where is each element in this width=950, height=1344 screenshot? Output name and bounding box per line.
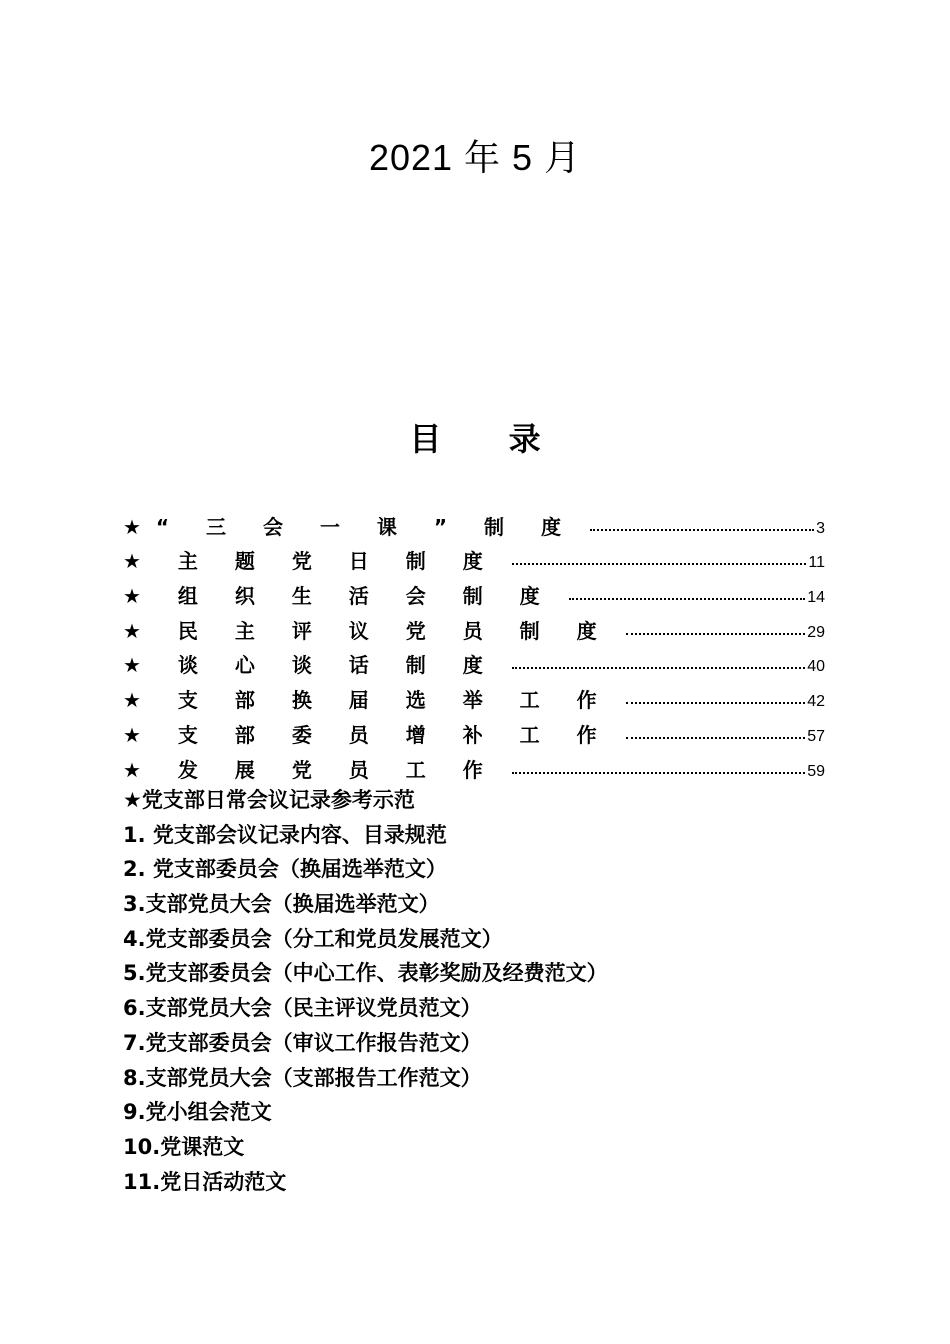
list-item[interactable]: 6.支部党员大会（民主评议党员范文）: [123, 996, 482, 1021]
toc-entry[interactable]: [123, 574, 825, 609]
dot-leader: [512, 563, 807, 565]
list-item[interactable]: 2. 党支部委员会（换届选举范文）: [123, 857, 447, 882]
dot-leader: [569, 598, 806, 600]
toc-entry[interactable]: [123, 505, 825, 540]
toc-title: 目 录: [409, 420, 569, 458]
toc-entry-label: ★ 支 部 换 届 选 举 工 作: [123, 688, 612, 713]
toc-entry-page: 40: [807, 658, 825, 676]
toc-entry-page: 11: [808, 554, 825, 572]
toc-entry-label: ★ 谈 心 谈 话 制 度: [123, 653, 498, 678]
toc-entry[interactable]: [123, 644, 825, 679]
toc-entry[interactable]: [123, 609, 825, 644]
toc-entry-page: 14: [807, 589, 825, 607]
list-item[interactable]: 3.支部党员大会（换届选举范文）: [123, 892, 440, 917]
dot-leader: [590, 529, 814, 531]
list-item[interactable]: 8.支部党员大会（支部报告工作范文）: [123, 1065, 482, 1090]
dot-leader: [512, 667, 805, 669]
dot-leader: [626, 633, 806, 635]
document-date: 2021 年 5 月: [368, 137, 582, 178]
toc-entry[interactable]: [123, 713, 825, 748]
toc-entry-label: ★ 民 主 评 议 党 员 制 度: [123, 618, 612, 643]
toc-entry-label: ★ 组 织 生 活 会 制 度: [123, 584, 555, 609]
toc-entry-page: 29: [807, 623, 825, 641]
toc-entry[interactable]: [123, 540, 825, 575]
toc-entry-label: ★“ 三 会 一 课 ” 制 度: [123, 514, 576, 539]
toc-entry-label: ★ 支 部 委 员 增 补 工 作: [123, 722, 612, 747]
toc-entry[interactable]: [123, 678, 825, 713]
list-item[interactable]: 10.党课范文: [123, 1134, 245, 1159]
list-item[interactable]: 9.党小组会范文: [123, 1100, 272, 1125]
list-item[interactable]: 4.党支部委员会（分工和党员发展范文）: [123, 926, 503, 951]
list-item[interactable]: 1. 党支部会议记录内容、目录规范: [123, 822, 447, 847]
section-heading[interactable]: ★党支部日常会议记录参考示范: [123, 788, 415, 812]
toc-entry-page: 42: [807, 693, 825, 711]
toc-entry-page: 57: [807, 727, 825, 745]
dot-leader: [512, 772, 805, 774]
toc-entry[interactable]: [123, 748, 825, 783]
dot-leader: [626, 702, 806, 704]
toc-list: [123, 505, 825, 783]
list-item[interactable]: 5.党支部委员会（中心工作、表彰奖励及经费范文）: [123, 961, 608, 986]
toc-entry-page: 59: [807, 762, 825, 780]
list-item[interactable]: 7.党支部委员会（审议工作报告范文）: [123, 1030, 482, 1055]
toc-entry-label: ★ 主 题 党 日 制 度: [123, 549, 498, 574]
dot-leader: [626, 737, 806, 739]
toc-entry-label: ★ 发 展 党 员 工 作: [123, 757, 498, 782]
list-item[interactable]: 11.党日活动范文: [123, 1169, 287, 1194]
meeting-record-list: [123, 783, 823, 1199]
toc-entry-page: 3: [816, 519, 825, 537]
